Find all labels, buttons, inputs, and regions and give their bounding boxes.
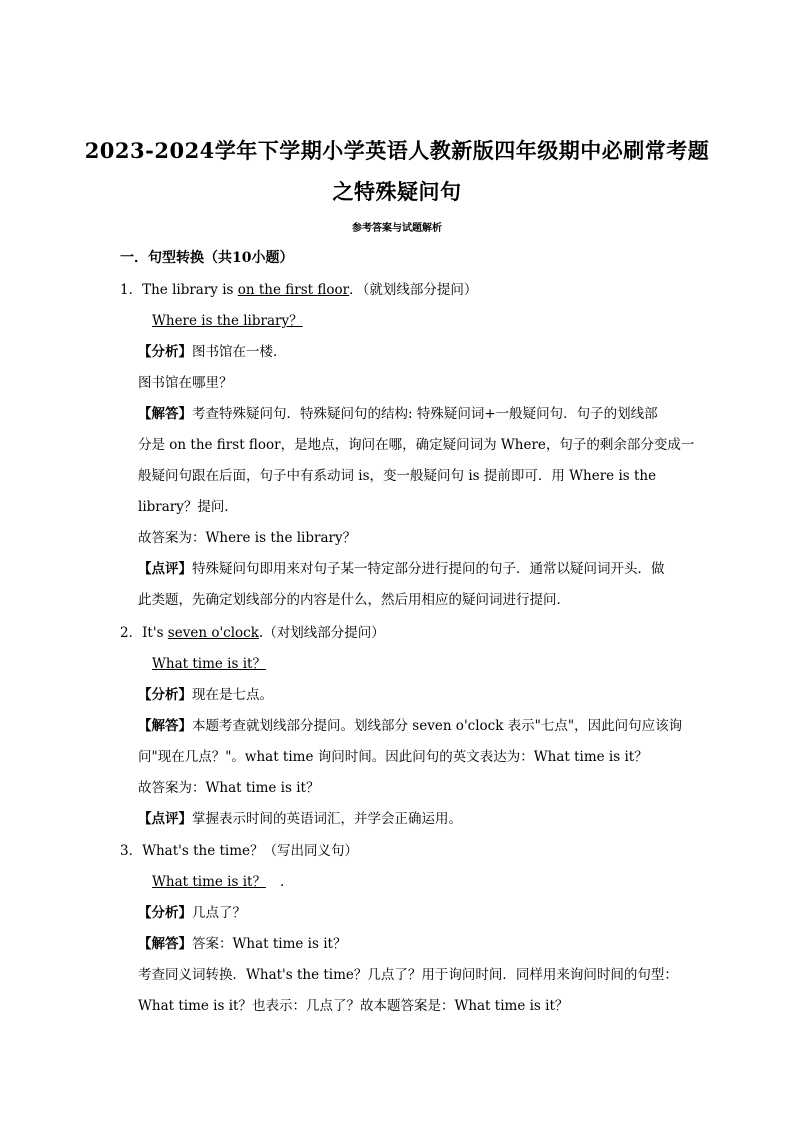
analysis <box>138 342 287 362</box>
solution-text: 考查特殊疑问句．特殊疑问句的结构: 特殊疑问词+一般疑问句．句子的划线部 <box>192 406 658 422</box>
answer-period: . <box>279 874 285 890</box>
question-text: What's the time？（写出同义句） <box>142 843 359 859</box>
question-number: 2． <box>120 625 143 641</box>
answer-line <box>138 872 284 892</box>
question-instruction: .（对划线部分提问） <box>258 625 385 641</box>
final-answer: 故答案为：What time is it？ <box>138 780 320 796</box>
analysis-text: 图书馆在一楼． <box>192 344 287 360</box>
question-number: 3． <box>120 843 143 859</box>
comment-line2: 此类题，先确定划线部分的内容是什么，然后用相应的疑问词进行提问． <box>138 592 570 608</box>
final-answer: 故答案为：Where is the library？ <box>138 530 357 546</box>
analysis-line2: 图书馆在哪里？ <box>138 375 233 391</box>
question-instruction: ．（就划线部分提问） <box>349 282 478 298</box>
answer-text: What time is it？ <box>152 656 266 672</box>
analysis-tag: 【分析】 <box>138 905 192 921</box>
answer-text: What time is it？ <box>152 874 266 890</box>
solution <box>138 404 658 424</box>
underlined-phrase: on the first floor <box>237 282 350 298</box>
comment-tag: 【点评】 <box>138 811 192 827</box>
question-number: 1． <box>120 282 143 298</box>
answer-text: Where is the library？ <box>152 313 303 329</box>
solution-line3: What time is it？也表示：几点了？故本题答案是：What time is it？ <box>138 998 569 1014</box>
question-2 <box>120 623 385 643</box>
analysis-text: 几点了？ <box>192 905 246 921</box>
analysis-tag: 【分析】 <box>138 687 192 703</box>
solution-text: 本题考查就划线部分提问。划线部分 seven o'clock 表示"七点"，因此问句应该询 <box>192 718 683 734</box>
page-title-line2: 之特殊疑问句 <box>332 179 462 204</box>
solution-line2: 分是 on the first floor，是地点，询问在哪，确定疑问词为 Where，句子的剩余部分变成一 <box>138 437 695 453</box>
solution-line3: 般疑问句跟在后面，句子中有系动词 is，变一般疑问句 is 提前即可．用 Where is the <box>138 468 657 484</box>
analysis <box>138 903 246 923</box>
section-heading: 一．句型转换（共10小题） <box>120 250 294 266</box>
question-text: It's <box>142 625 168 641</box>
analysis-tag: 【分析】 <box>138 344 192 360</box>
comment-text: 特殊疑问句即用来对句子某一特定部分进行提问的句子．通常以疑问词开头．做 <box>192 561 665 577</box>
solution-line4: library？提问． <box>138 499 238 515</box>
solution-tag: 【解答】 <box>138 718 192 734</box>
answer-line <box>138 311 317 331</box>
comment <box>138 809 462 829</box>
page-title: 2023-2024学年下学期小学英语人教新版四年级期中必刷常考题 <box>84 138 710 163</box>
solution-tag: 【解答】 <box>138 406 192 422</box>
comment <box>138 559 665 579</box>
comment-tag: 【点评】 <box>138 561 192 577</box>
analysis <box>138 685 273 705</box>
question-1 <box>120 280 477 300</box>
solution-line2: 问"现在几点？"。what time 询问时间。因此问句的英文表达为：What time is it？ <box>138 749 648 765</box>
solution <box>138 716 682 736</box>
analysis-text: 现在是七点。 <box>192 687 273 703</box>
solution <box>138 934 346 954</box>
question-text: The library is <box>142 282 238 298</box>
solution-line2: 考查同义词转换．What's the time？几点了？用于询问时间．同样用来询问时间的句型： <box>138 967 678 983</box>
page-subtitle: 参考答案与试题解析 <box>352 223 442 234</box>
answer-line <box>138 654 280 674</box>
underlined-phrase: seven o'clock <box>167 625 259 641</box>
solution-tag: 【解答】 <box>138 936 192 952</box>
solution-text: 答案：What time is it？ <box>192 936 347 952</box>
comment-text: 掌握表示时间的英语词汇，并学会正确运用。 <box>192 811 462 827</box>
question-3 <box>120 841 358 861</box>
